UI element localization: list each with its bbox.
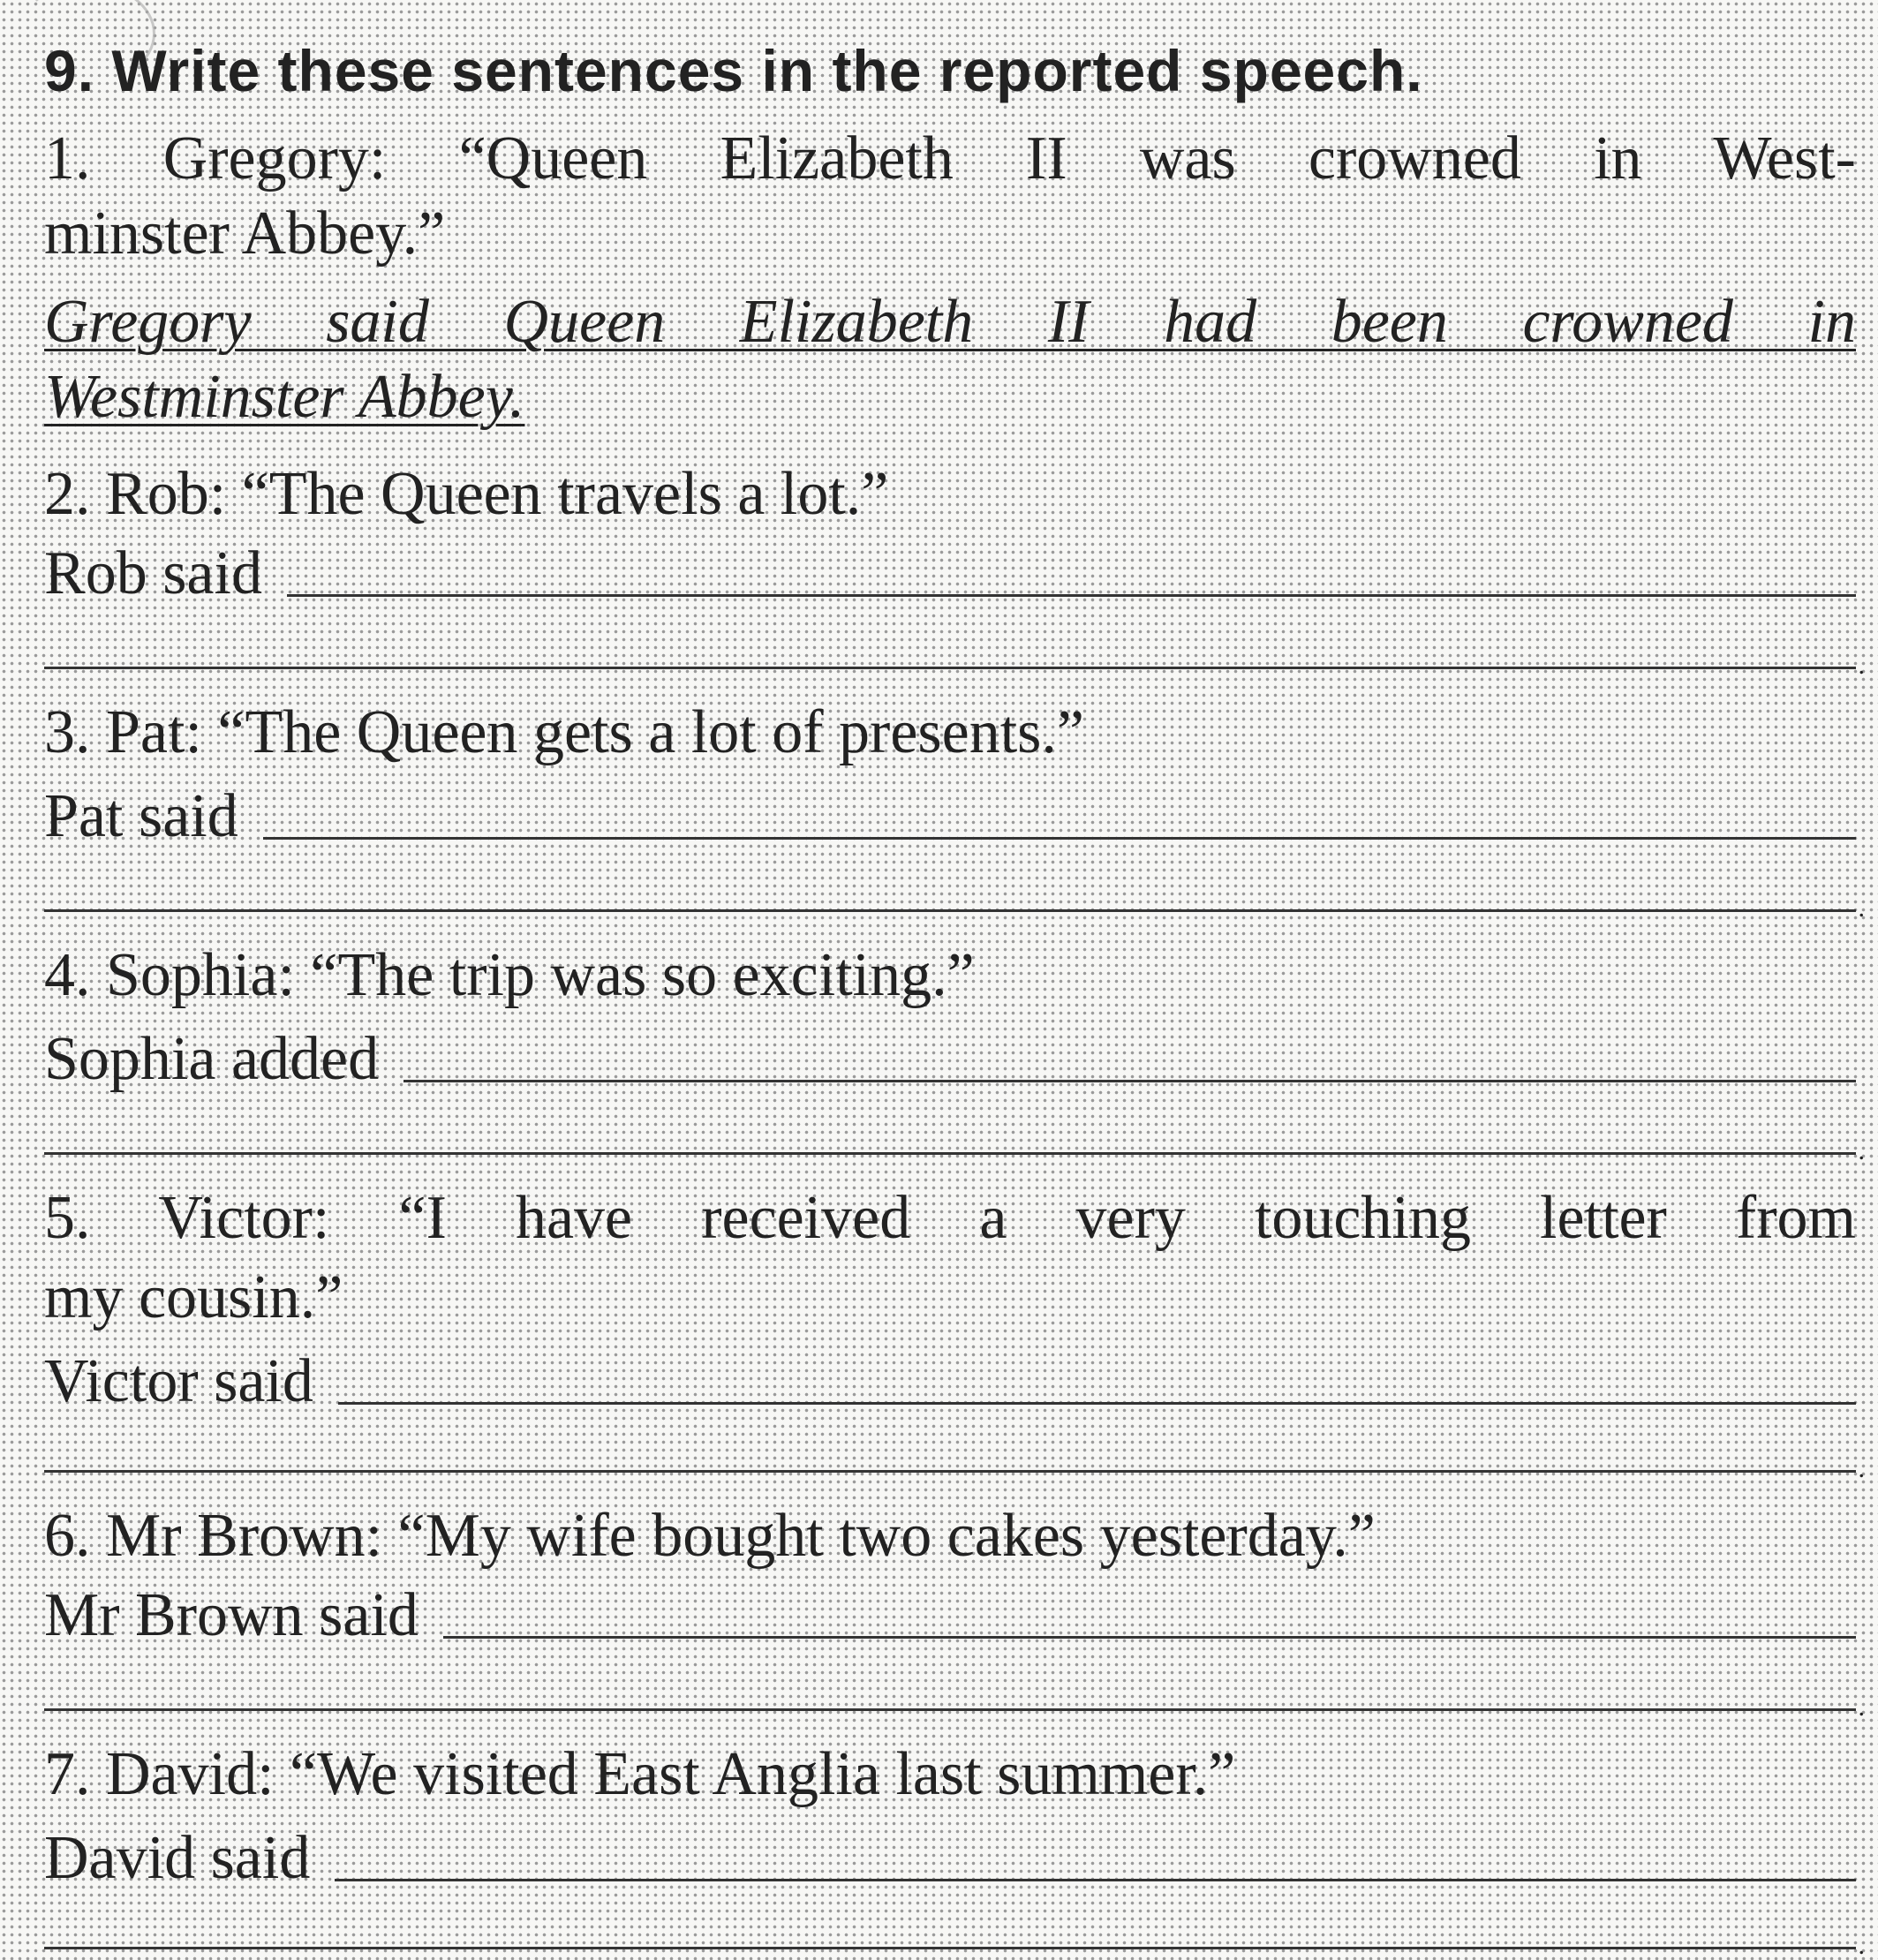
item-3-answer-row [44, 781, 1856, 852]
item-6-prompt: 6. Mr Brown: “My wife bought two cakes yesterday.” [44, 1502, 1376, 1570]
blank-end-mark: . [1858, 1136, 1865, 1165]
item-6-answer-blank-2[interactable] [44, 1692, 1865, 1722]
blank-end-mark: . [1858, 651, 1865, 680]
item-6-answer-row [44, 1580, 1856, 1651]
item-7-answer-blank-1[interactable] [335, 1879, 1856, 1881]
item-5-starter: Victor said [44, 1347, 313, 1415]
blank-end-mark: . [1858, 1692, 1865, 1722]
item-7-prompt: 7. David: “We visited East Anglia last summer.” [44, 1740, 1236, 1808]
item-2-prompt: 2. Rob: “The Queen travels a lot.” [44, 460, 889, 528]
item-3-answer-blank-2[interactable] [44, 893, 1865, 923]
item-4-starter: Sophia added [44, 1025, 380, 1093]
item-4-prompt: 4. Sophia: “The trip was so exciting.” [44, 941, 975, 1009]
item-7-starter: David said [44, 1824, 311, 1892]
item-3-starter: Pat said [44, 782, 238, 850]
item-5-answer-blank-2[interactable] [44, 1454, 1865, 1483]
item-5-prompt-line-2: my cousin.” [44, 1263, 343, 1331]
exercise-heading: 9. Write these sentences in the reported speech. [44, 38, 1423, 103]
item-1-prompt-line-2: minster Abbey.” [44, 200, 446, 268]
item-5-answer-blank-1[interactable] [338, 1402, 1856, 1405]
item-1-prompt-line-1: 1. Gregory: “Queen Elizabeth II was crowned in West- [44, 124, 1856, 192]
item-7-answer-blank-2[interactable] [44, 1931, 1865, 1960]
item-1-answer-line-2: Westminster Abbey. [44, 363, 525, 431]
item-2-answer-row [44, 539, 1856, 609]
item-2-answer-blank-1[interactable] [287, 594, 1856, 597]
item-2-answer-blank-2[interactable] [44, 651, 1865, 680]
item-7-answer-row [44, 1823, 1856, 1894]
item-5-prompt-line-1: 5. Victor: “I have received a very touching letter from [44, 1184, 1856, 1252]
item-3-prompt: 3. Pat: “The Queen gets a lot of presents.” [44, 698, 1084, 766]
item-4-answer-row [44, 1024, 1856, 1095]
blank-end-mark: . [1858, 1454, 1865, 1483]
item-4-answer-blank-2[interactable] [44, 1136, 1865, 1165]
blank-end-mark: . [1858, 893, 1865, 923]
item-2-starter: Rob said [44, 539, 262, 607]
item-3-answer-blank-1[interactable] [263, 837, 1856, 840]
blank-end-mark: . [1858, 1931, 1865, 1960]
item-4-answer-blank-1[interactable] [404, 1080, 1856, 1082]
item-1-answer-line-1: Gregory said Queen Elizabeth II had been crowned in [44, 288, 1856, 356]
item-6-starter: Mr Brown said [44, 1581, 419, 1649]
item-6-answer-blank-1[interactable] [443, 1636, 1856, 1639]
item-5-answer-row [44, 1346, 1856, 1417]
